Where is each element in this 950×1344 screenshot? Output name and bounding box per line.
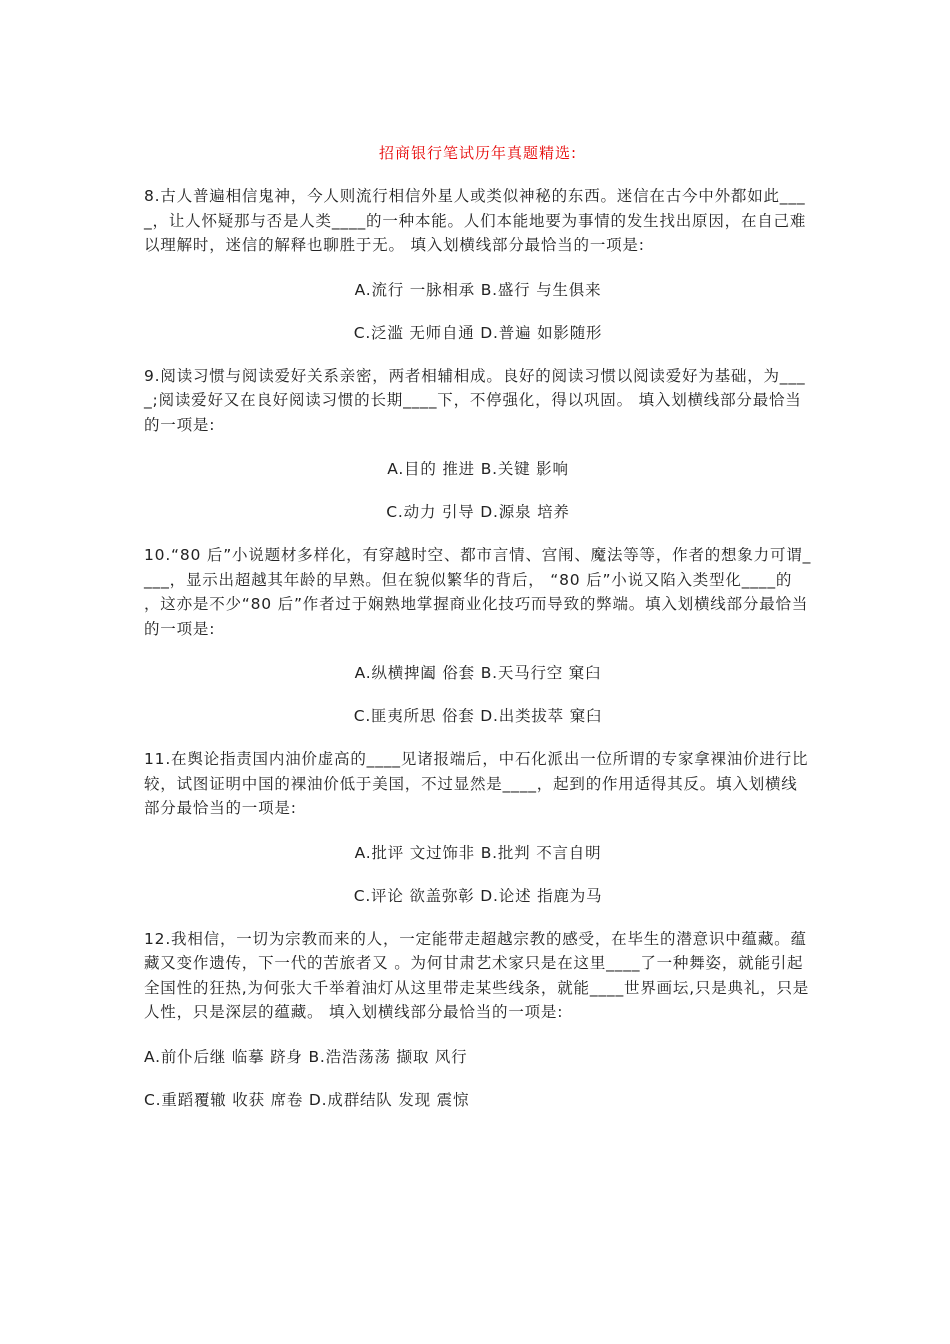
question-9 bbox=[144, 364, 812, 525]
document-title: 招商银行笔试历年真题精选: bbox=[378, 144, 578, 162]
option-line: A.前仆后继 临摹 跻身 B.浩浩荡荡 撷取 风行 bbox=[144, 1047, 468, 1066]
option-line: C.动力 引导 D.源泉 培养 bbox=[386, 503, 570, 521]
question-11 bbox=[144, 747, 812, 908]
question-text: 12.我相信，一切为宗教而来的人，一定能带走超越宗教的感受，在毕生的潜意识中蕴藏。蕴藏又变作遗传，下一代的苦旅者又 。为何甘肃艺术家只是在这里____了一种舞姿，就能引起全国性的狂热,为何张大千举着油灯从这里带走某些线条，就能____世界画坛,只是典礼，只是人性，只是深层的蕴藏。 填入划横线部分最恰当的一项是: bbox=[144, 929, 810, 1021]
question-10 bbox=[144, 543, 812, 728]
option-line: A.流行 一脉相承 B.盛行 与生俱来 bbox=[354, 280, 602, 299]
option-line: C.评论 欲盖弥彰 D.论述 指鹿为马 bbox=[353, 886, 603, 905]
option-line: C.重蹈覆辙 收获 席卷 D.成群结队 发现 震惊 bbox=[144, 1090, 470, 1109]
option-line: A.目的 推进 B.关键 影响 bbox=[387, 460, 569, 478]
option-line: A.纵横捭阖 俗套 B.天马行空 窠臼 bbox=[354, 664, 602, 682]
question-text: 9.阅读习惯与阅读爱好关系亲密，两者相辅相成。良好的阅读习惯以阅读爱好为基础，为____;阅读爱好又在良好阅读习惯的长期____下，不停强化，得以巩固。 填入划横线部分最恰当的一项是: bbox=[144, 366, 806, 434]
question-text: 10.“80 后”小说题材多样化，有穿越时空、都市言情、宫闱、魔法等等，作者的想象力可谓____，显示出超越其年龄的早熟。但在貌似繁华的背后， “80 后”小说又陷入类型化____的 ，这亦是不少“80 后”作者过于娴熟地掌握商业化技巧而导致的弊端。填入划横线部分最恰当的一项是: bbox=[144, 546, 812, 638]
question-text: 11.在舆论指责国内油价虚高的____见诸报端后，中石化派出一位所谓的专家拿裸油价进行比较，试图证明中国的裸油价低于美国，不过显然是____，起到的作用适得其反。填入划横线部分最恰当的一项是: bbox=[144, 750, 809, 817]
option-line: C.泛滥 无师自通 D.普遍 如影随形 bbox=[353, 323, 603, 342]
option-line: C.匪夷所思 俗套 D.出类拔萃 窠臼 bbox=[353, 707, 603, 725]
document-page bbox=[144, 140, 812, 1131]
question-8 bbox=[144, 184, 812, 345]
option-line: A.批评 文过饰非 B.批判 不言自明 bbox=[354, 843, 602, 862]
question-text: 8.古人普遍相信鬼神，今人则流行相信外星人或类似神秘的东西。迷信在古今中外都如此____，让人怀疑那与否是人类____的一种本能。人们本能地要为事情的发生找出原因，在自己难以理解时，迷信的解释也聊胜于无。 填入划横线部分最恰当的一项是: bbox=[144, 187, 807, 254]
question-12 bbox=[144, 927, 812, 1112]
